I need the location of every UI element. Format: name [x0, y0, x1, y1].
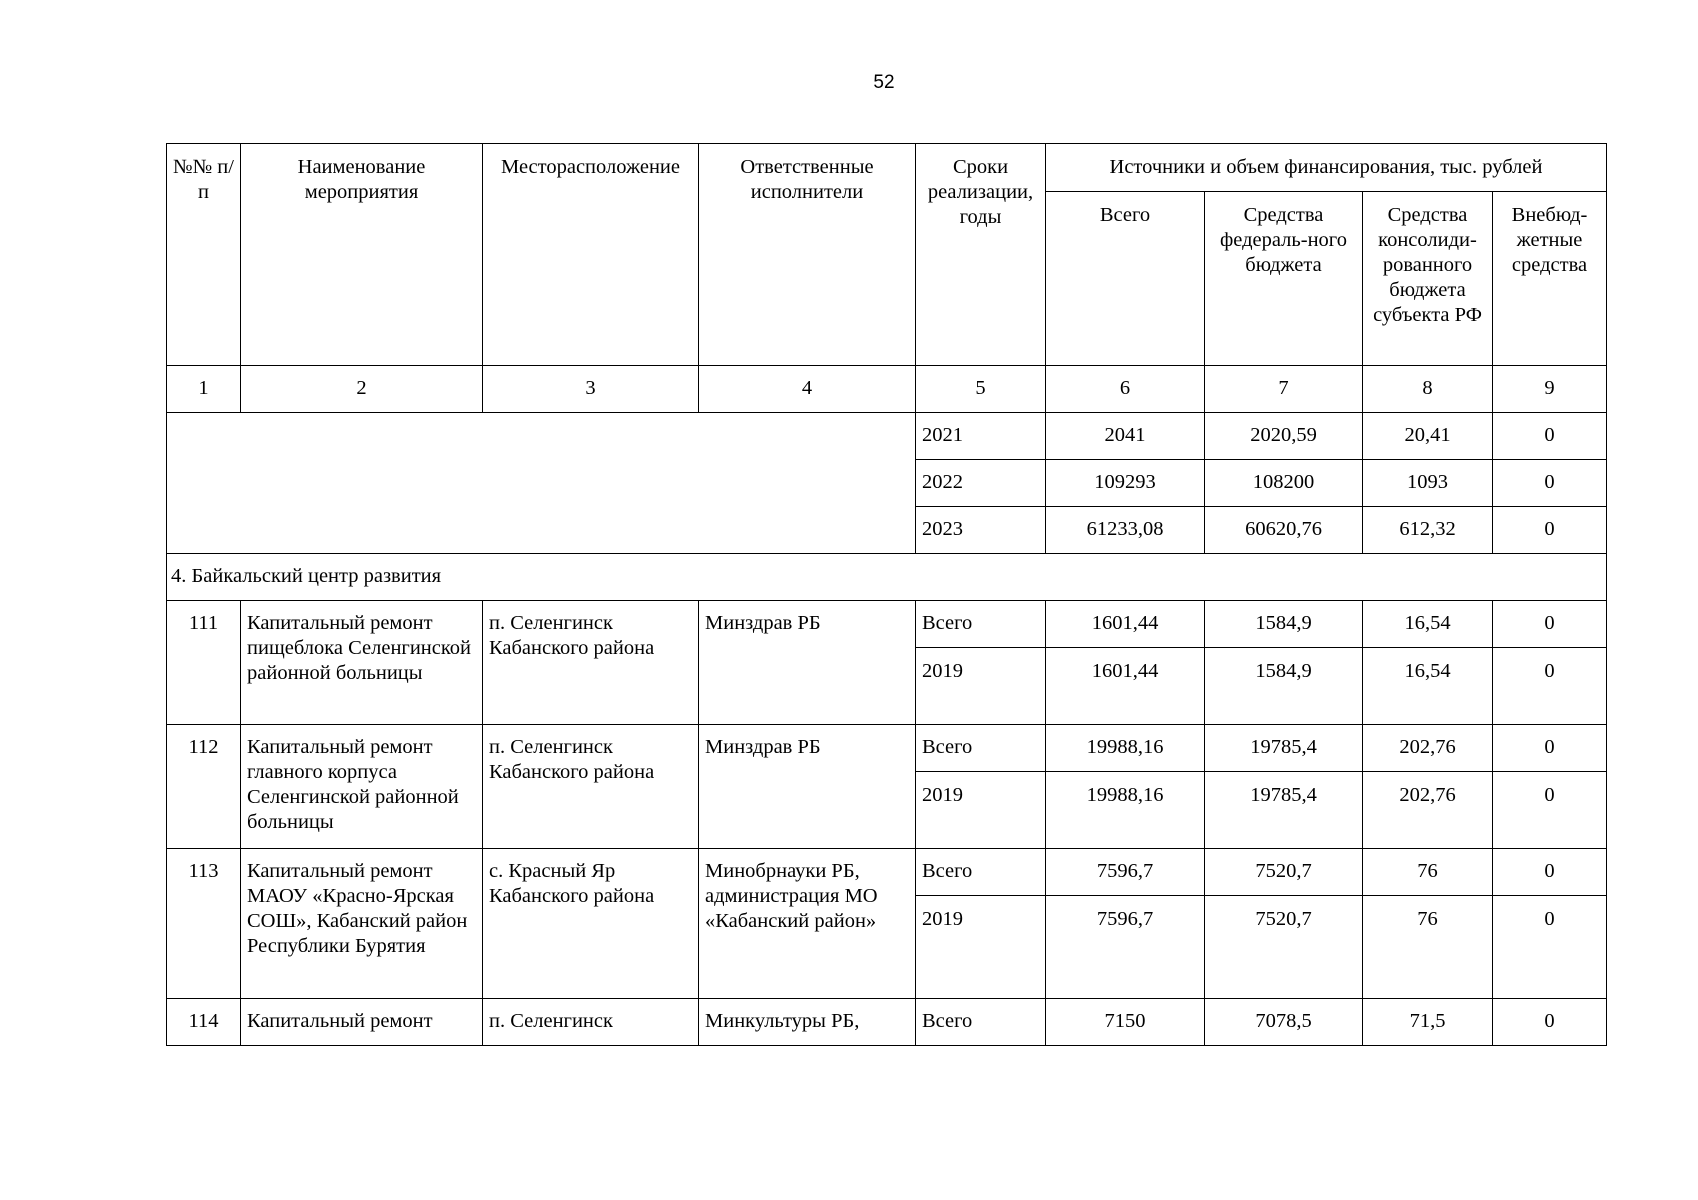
item-name: Капитальный ремонт пищеблока Селенгинской районной больницы [241, 601, 483, 725]
extra-cell: 0 [1493, 460, 1607, 507]
item-responsible: Минздрав РБ [699, 601, 916, 725]
regional-cell: 71,5 [1363, 999, 1493, 1046]
section-title: 4. Байкальский центр развития [167, 554, 1607, 601]
financing-table [166, 143, 1607, 1046]
federal-cell: 2020,59 [1205, 413, 1363, 460]
total-cell: 109293 [1046, 460, 1205, 507]
year-cell: 2023 [916, 507, 1046, 554]
total-cell: 7596,7 [1046, 896, 1205, 999]
table-row [167, 413, 1607, 460]
extra-cell: 0 [1493, 507, 1607, 554]
total-cell: 1601,44 [1046, 601, 1205, 648]
term-cell: 2019 [916, 772, 1046, 849]
header-terms: Сроки реализации, годы [916, 144, 1046, 366]
table-row [167, 849, 1607, 896]
regional-cell: 20,41 [1363, 413, 1493, 460]
item-location: п. Селенгинск [483, 999, 699, 1046]
extra-cell: 0 [1493, 648, 1607, 725]
federal-cell: 1584,9 [1205, 601, 1363, 648]
total-cell: 2041 [1046, 413, 1205, 460]
regional-cell: 76 [1363, 896, 1493, 999]
regional-cell: 202,76 [1363, 725, 1493, 772]
item-location: п. Селенгинск Кабанского района [483, 601, 699, 725]
header-responsible: Ответственные исполнители [699, 144, 916, 366]
item-number: 111 [167, 601, 241, 725]
regional-cell: 1093 [1363, 460, 1493, 507]
total-cell: 19988,16 [1046, 772, 1205, 849]
section-row [167, 554, 1607, 601]
total-cell: 19988,16 [1046, 725, 1205, 772]
table-row [167, 725, 1607, 772]
year-cell: 2021 [916, 413, 1046, 460]
header-federal: Средства федераль-ного бюджета [1205, 192, 1363, 366]
column-number: 3 [483, 366, 699, 413]
regional-cell: 16,54 [1363, 601, 1493, 648]
column-number: 1 [167, 366, 241, 413]
federal-cell: 7520,7 [1205, 896, 1363, 999]
column-number: 2 [241, 366, 483, 413]
total-cell: 7150 [1046, 999, 1205, 1046]
term-cell: Всего [916, 849, 1046, 896]
header-name: Наименование мероприятия [241, 144, 483, 366]
item-name: Капитальный ремонт МАОУ «Красно-Ярская СОШ», Кабанский район Республики Бурятия [241, 849, 483, 999]
column-number: 4 [699, 366, 916, 413]
term-cell: Всего [916, 999, 1046, 1046]
regional-cell: 612,32 [1363, 507, 1493, 554]
item-responsible: Минобрнауки РБ, администрация МО «Кабанский район» [699, 849, 916, 999]
federal-cell: 19785,4 [1205, 725, 1363, 772]
regional-cell: 76 [1363, 849, 1493, 896]
extra-cell: 0 [1493, 413, 1607, 460]
column-number: 5 [916, 366, 1046, 413]
year-cell: 2022 [916, 460, 1046, 507]
federal-cell: 7520,7 [1205, 849, 1363, 896]
header-location: Месторасположение [483, 144, 699, 366]
table-row [167, 601, 1607, 648]
item-location: п. Селенгинск Кабанского района [483, 725, 699, 849]
header-num: №№ п/п [167, 144, 241, 366]
column-number: 8 [1363, 366, 1493, 413]
total-cell: 7596,7 [1046, 849, 1205, 896]
header-total: Всего [1046, 192, 1205, 366]
carryover-blank-cell [167, 413, 916, 554]
header-extra: Внебюд-жетные средства [1493, 192, 1607, 366]
total-cell: 1601,44 [1046, 648, 1205, 725]
term-cell: 2019 [916, 648, 1046, 725]
federal-cell: 60620,76 [1205, 507, 1363, 554]
extra-cell: 0 [1493, 896, 1607, 999]
term-cell: 2019 [916, 896, 1046, 999]
column-number-row [167, 366, 1607, 413]
extra-cell: 0 [1493, 772, 1607, 849]
item-location: с. Красный Яр Кабанского района [483, 849, 699, 999]
federal-cell: 19785,4 [1205, 772, 1363, 849]
item-name: Капитальный ремонт [241, 999, 483, 1046]
item-name: Капитальный ремонт главного корпуса Селенгинской районной больницы [241, 725, 483, 849]
term-cell: Всего [916, 601, 1046, 648]
extra-cell: 0 [1493, 725, 1607, 772]
item-number: 112 [167, 725, 241, 849]
column-number: 7 [1205, 366, 1363, 413]
federal-cell: 7078,5 [1205, 999, 1363, 1046]
term-cell: Всего [916, 725, 1046, 772]
header-regional: Средства консолиди-рованного бюджета субъекта РФ [1363, 192, 1493, 366]
item-responsible: Минздрав РБ [699, 725, 916, 849]
federal-cell: 1584,9 [1205, 648, 1363, 725]
item-number: 113 [167, 849, 241, 999]
extra-cell: 0 [1493, 999, 1607, 1046]
regional-cell: 16,54 [1363, 648, 1493, 725]
column-number: 6 [1046, 366, 1205, 413]
item-responsible: Минкультуры РБ, [699, 999, 916, 1046]
column-number: 9 [1493, 366, 1607, 413]
header-financing: Источники и объем финансирования, тыс. рублей [1046, 144, 1607, 192]
federal-cell: 108200 [1205, 460, 1363, 507]
extra-cell: 0 [1493, 601, 1607, 648]
total-cell: 61233,08 [1046, 507, 1205, 554]
regional-cell: 202,76 [1363, 772, 1493, 849]
item-number: 114 [167, 999, 241, 1046]
extra-cell: 0 [1493, 849, 1607, 896]
header-row [167, 144, 1607, 192]
table-row [167, 999, 1607, 1046]
page-number: 52 [873, 72, 895, 93]
